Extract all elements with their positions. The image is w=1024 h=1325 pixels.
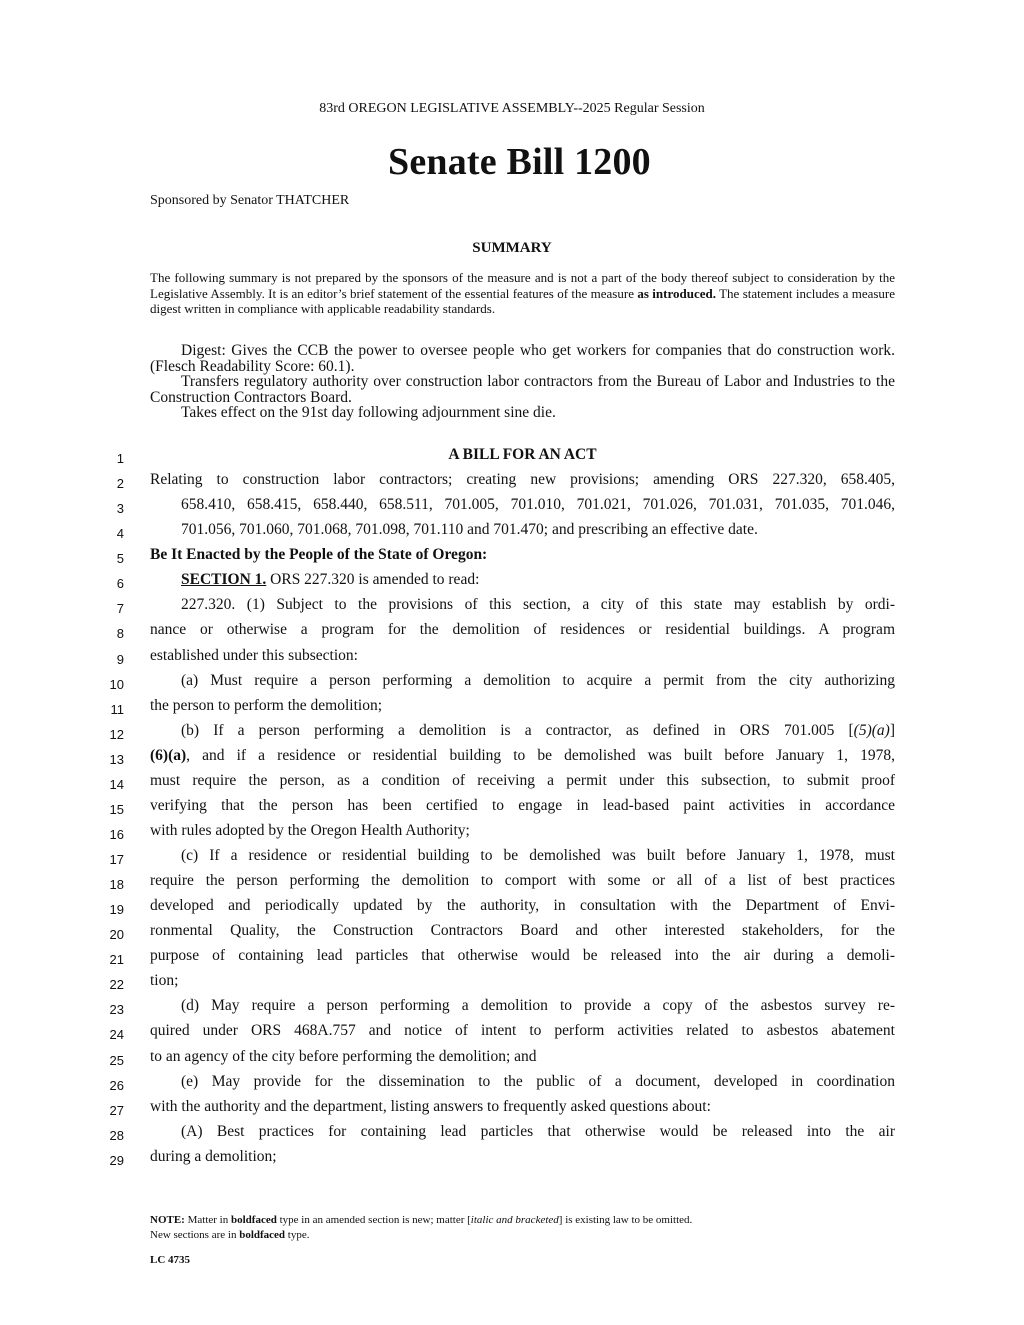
note-text-4: New sections are in [150,1229,240,1241]
summary-heading: SUMMARY [472,240,552,256]
line-number: 24 [109,1027,124,1043]
deleted-reference: (5)(a) [853,721,890,739]
body-line-9: established under this subsection: [150,646,358,664]
line-number: 25 [109,1052,124,1068]
body-line-14: must require the person, as a condition of receiving a permit under this subsection, to submit proof [150,771,895,789]
digest [150,343,895,421]
line-number: 4 [116,526,124,542]
inserted-reference: (6)(a) [150,746,187,764]
summary-intro-bold: as introduced. [637,285,716,301]
line-number-gutter [100,446,124,1173]
line-12-bracket: ] [889,721,895,739]
note-text-1: Matter in [184,1214,231,1226]
bill-body [150,442,895,1169]
bill-for-an-act-heading: A BILL FOR AN ACT [448,446,597,463]
line-number: 28 [109,1127,124,1143]
summary-intro-tail: The statement includes a measure digest written in compliance with applicable readability standards. [150,285,896,316]
body-line-16: with rules adopted by the Oregon Health Authority; [150,821,470,839]
enacting-clause: Be It Enacted by the People of the State of Oregon: [150,546,488,564]
body-line-17: (c) If a residence or residential building to be demolished was built before January 1, 1978, must [181,847,895,864]
note-line-2 [150,1228,692,1243]
line-number: 14 [109,776,124,792]
digest-paragraph-1: Digest: Gives the CCB the power to oversee people who get workers for companies that do construction work. (Flesch Readability Score: 60.1). [150,342,895,375]
body-line-3: 658.410, 658.415, 658.440, 658.511, 701.005, 701.010, 701.021, 701.026, 701.031, 701.035, 701.046, [181,496,895,514]
body-line-27: with the authority and the department, listing answers to frequently asked questions about: [150,1097,711,1115]
line-number: 12 [109,726,124,742]
line-number: 8 [116,626,124,642]
body-line-8: nance or otherwise a program for the demolition of residences or residential buildings. A program [150,621,895,639]
body-line-18: require the person performing the demolition to comport with some or all of a list of best practices [150,872,895,890]
sponsor-line: Sponsored by Senator THATCHER [150,193,350,208]
body-line-13 [150,743,895,768]
note-label: NOTE: [150,1214,185,1226]
line-number: 18 [109,877,124,893]
body-line-10: (a) Must require a person performing a demolition to acquire a permit from the city authorizing [181,671,895,689]
note-italic: italic and bracketed [470,1214,559,1226]
body-line-15: verifying that the person has been certified to engage in lead-based paint activities in accordance [150,796,895,814]
footer-note [150,1213,692,1243]
body-line-2: Relating to construction labor contractors; creating new provisions; amending ORS 227.320, 658.405, [150,471,895,489]
line-number: 20 [109,927,124,943]
line-number: 9 [116,651,124,667]
body-line-22: tion; [150,972,179,990]
line-number: 21 [109,952,124,968]
body-line-23: (d) May require a person performing a demolition to provide a copy of the asbestos survey re- [181,997,895,1015]
body-line-24: quired under ORS 468A.757 and notice of intent to perform activities related to asbestos abatement [150,1022,895,1040]
line-13-text: , and if a residence or residential building to be demolished was built before January 1, 1978, [186,746,895,764]
body-line-19: developed and periodically updated by the authority, in consultation with the Department of Envi- [150,897,895,915]
lc-number: LC 4735 [150,1254,191,1266]
summary-intro [150,270,895,317]
body-line-26: (e) May provide for the dissemination to the public of a document, developed in coordination [181,1072,895,1090]
digest-paragraph-2: Transfers regulatory authority over construction labor contractors from the Bureau of Labor and Industries to the Construction Contractors Board. [150,373,895,406]
line-number: 11 [110,701,124,717]
line-number: 3 [116,501,124,517]
line-number: 7 [116,601,124,617]
body-line-6 [150,567,895,592]
line-number: 5 [116,551,124,567]
section-1-label: SECTION 1. [181,571,267,589]
body-line-20: ronmental Quality, the Construction Contractors Board and other interested stakeholders, for the [150,922,895,940]
body-line-29: during a demolition; [150,1147,277,1165]
line-number: 26 [109,1077,124,1093]
line-12-text: (b) If a person performing a demolition is a contractor, as defined in ORS 701.005 [ [181,721,854,739]
note-text-3: ] is existing law to be omitted. [558,1214,693,1226]
line-number: 6 [116,576,124,592]
note-bold-1: boldfaced [230,1214,277,1226]
line-number: 13 [109,751,124,767]
summary-intro-text: The following summary is not prepared by the sponsors of the measure and is not a part of the body thereof subject to consideration by the Legislative Assembly. It is an editor’s brief statement of the essential features of the measure [150,270,895,301]
note-bold-2: boldfaced [239,1229,286,1241]
note-line-1 [150,1213,692,1228]
line-number: 2 [116,476,124,492]
line-number: 22 [109,977,124,993]
line-number: 23 [109,1002,124,1018]
session-header: 83rd OREGON LEGISLATIVE ASSEMBLY--2025 Regular Session [319,101,705,116]
body-line-21: purpose of containing lead particles that otherwise would be released into the air during a demoli- [150,947,895,965]
line-number: 1 [116,451,124,466]
line-number: 15 [109,801,124,817]
line-number: 19 [109,902,124,918]
section-1-text: ORS 227.320 is amended to read: [266,571,480,589]
note-text-5: type. [285,1229,310,1241]
line-number: 27 [109,1102,124,1118]
bill-title: Senate Bill 1200 [388,141,651,183]
line-number: 29 [109,1152,124,1168]
line-number: 17 [109,852,124,867]
line-number: 10 [109,676,124,692]
note-text-2: type in an amended section is new; matter [ [276,1214,471,1226]
line-number: 16 [109,826,124,842]
digest-paragraph-3: Takes effect on the 91st day following adjournment sine die. [181,404,556,421]
body-line-12 [150,718,895,743]
body-line-7: 227.320. (1) Subject to the provisions of this section, a city of this state may establish by ordi- [181,596,895,614]
body-line-25: to an agency of the city before performing the demolition; and [150,1047,537,1065]
body-line-11: the person to perform the demolition; [150,696,383,714]
body-line-28: (A) Best practices for containing lead particles that otherwise would be released into the air [181,1122,895,1140]
body-line-4: 701.056, 701.060, 701.068, 701.098, 701.110 and 701.470; and prescribing an effective date. [181,521,758,539]
